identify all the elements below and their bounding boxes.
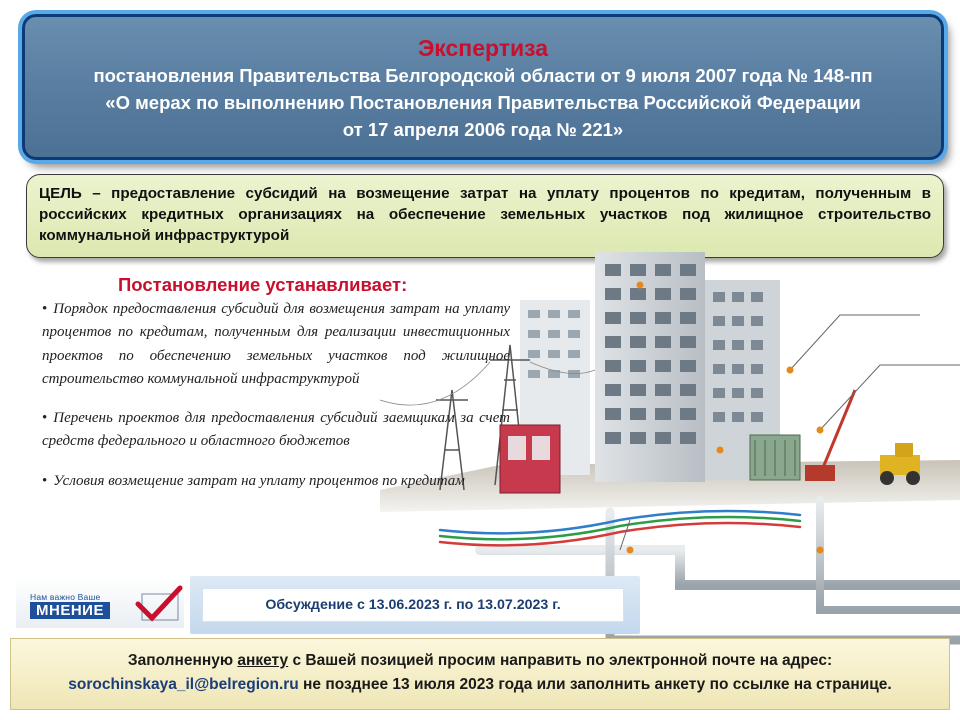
decree-item-2: • Перечень проектов для предоставления субсидий заемщикам за счет средств федерального и областного бюджетов [42,410,510,450]
decree-item-1: • Порядок предоставления субсидий для возмещения затрат на уплату процентов по кредитам, полученным для реализации инвестиционных проектов по обеспечению земельных участков под жилищное строительство коммунальной инфраструктурой [42,301,510,387]
bullet-icon: • [42,301,48,317]
header-line-3: от 17 апреля 2006 года № 221» [342,119,624,140]
crane-base [805,465,835,481]
email-link[interactable]: sorochinskaya_il@belregion.ru [68,676,299,693]
goal-text: ЦЕЛЬ – предоставление субсидий на возмещение затрат на уплату процентов по кредитам, полученным в российских кредитных организациях на обеспечение земельных участков под жилищное строительство коммунальной инфраструктурой [39,185,931,244]
header-banner [22,14,944,160]
questionnaire-link[interactable]: анкету [237,652,289,669]
request-text-3: не позднее 13 июля 2023 года или заполнить анкету по ссылке на странице. [298,676,892,693]
bullet-icon: • [42,410,48,427]
decree-item-3: • Условия возмещение затрат на уплату процентов по кредитам [42,472,465,489]
header-line-1: постановления Правительства Белгородской области от 9 июля 2007 года № 148-пп [93,65,873,86]
request-text-1: Заполненную [127,652,238,669]
checkmark-icon [128,584,184,626]
bullet-icon: • [42,472,48,489]
logo-nam-vazhno-mnenie [16,578,184,628]
discussion-period: Обсуждение с 13.06.2023 г. по 13.07.2023 г. [202,588,624,622]
header-line-2: «О мерах по выполнению Постановления Правительства Российской Федерации [105,92,861,113]
discussion-box [190,576,640,634]
decree-list [42,298,510,509]
goal-box [26,174,944,258]
pipe-3 [610,512,960,640]
logo-small-text: Нам важно Ваше [30,592,101,602]
page-title: Экспертиза [417,35,549,61]
logo-big-text: МНЕНИЕ [30,602,110,619]
request-text-2: с Вашей позицией просим направить по электронной почте на адрес: [288,652,833,669]
pipe-4 [820,500,960,610]
decree-heading: Постановление устанавливает: [118,274,408,295]
request-box [10,638,950,710]
